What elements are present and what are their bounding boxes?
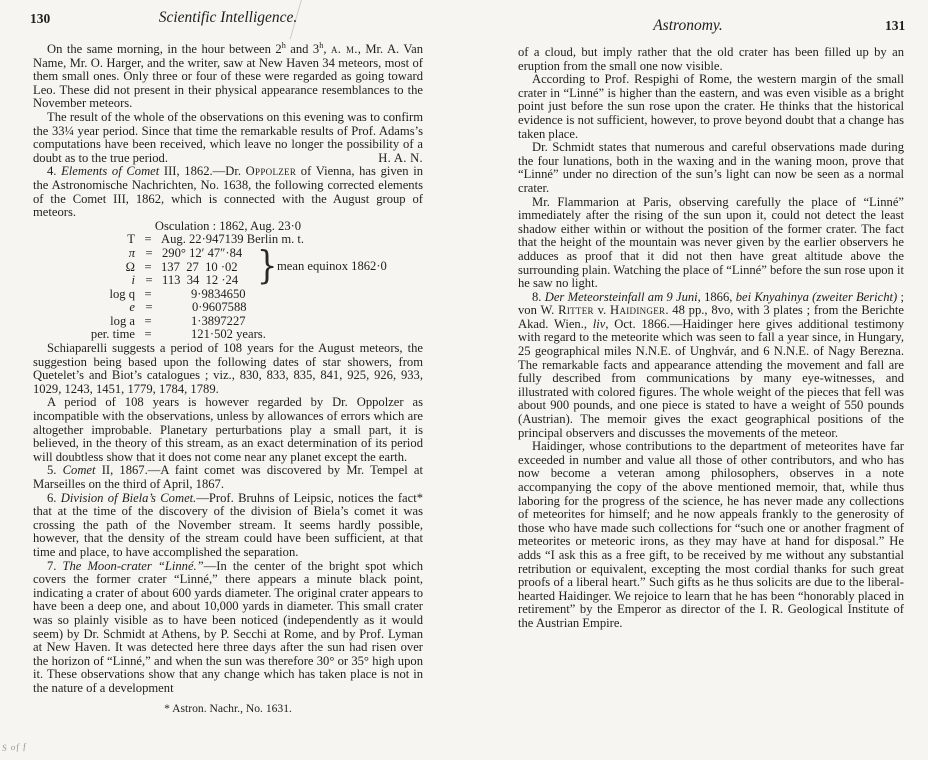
styled-text-segment: Haidinger [610, 303, 666, 318]
styled-text-segment: Comet [62, 463, 96, 478]
text-segment: —Prof. Bruhns of Leipsic, notices the fact* that at the time of the discovery of the division of Biela’s comet it was crossing the path of the November stream. It seems hardly possible, however, that the density of the stream could have been sufficient, at that time and place, to have accomplished the separation. [33, 490, 424, 559]
paragraph [33, 560, 423, 696]
paragraph [518, 196, 904, 291]
styled-text-segment: Elements of Comet [61, 164, 160, 179]
elements-row [69, 301, 439, 315]
element-value: 290° 12′ 47″·84 [162, 245, 243, 260]
paragraph [518, 141, 904, 195]
element-label: Ω [125, 259, 135, 274]
text-segment: of Vienna, has given in the Astronomische Nachrichten, No. 1638, the following corrected elements of the Comet III, 1862, which is connected with the August group of meteors. [33, 164, 424, 220]
elements-row [69, 328, 439, 342]
styled-text-segment: bei Knyahinya (zweiter Bericht) [735, 289, 898, 304]
text-segment: . 48 pp., 8vo, with 3 plates ; from the Berichte Akad. Wien., [518, 303, 904, 331]
right-page-number: 131 [885, 18, 906, 33]
paragraph [33, 40, 424, 111]
text-segment: 5. [47, 463, 63, 478]
styled-text-segment: Ritter [558, 303, 594, 318]
left-page-number: 130 [30, 11, 51, 26]
equals-sign: = [144, 286, 152, 301]
element-label: log a [110, 313, 135, 328]
paragraph [518, 73, 904, 141]
equals-sign: = [144, 259, 152, 274]
text-segment: 8. [532, 289, 545, 304]
text-segment: , [323, 42, 331, 56]
equals-sign: = [144, 232, 152, 247]
paragraph [518, 291, 904, 441]
styled-text-segment: The Moon-crater “Linné.” [62, 558, 204, 573]
left-column [33, 40, 424, 715]
text-segment: Haidinger, whose contributions to the department of meteorites have far exceeded in number and value all those of other contributors, and who has now become a veteran among philosophers, observes in a note accompanying the copy of the above mentioned memoir, that, while thus laboring for the progress of the science, he has never made any collections of meteorites for himself; and he now appeals frankly to the generosity of those who have made such collections for “such one or another fragment of meteorites or meteoric irons, as they may have at hand for disposal.” He adds “I ask this as a free gift, to be received by me without any substantial retribution or equivalent, excepting the most cordial thanks for such great proofs of a liberal heart.” Such gifts as he thus solicits are due to the liberal-hearted Haidinger. We rejoice to learn that he has been “honorably placed in retirement” by the Emperor as director of the I. R. Geological Institute of the Austrian Empire. [518, 439, 904, 630]
element-value: 121·502 years. [191, 327, 266, 342]
text-segment: Dr. Schmidt states that numerous and careful observations made during the four lunations, both in the waxing and in the waning moon, prove that “Linné” under no direction of the sun’s light can now be seen as a normal crater. [518, 140, 904, 195]
styled-text-segment: a. m. [330, 42, 358, 56]
styled-text-segment: Der Meteorsteinfall am 9 Juni [544, 289, 698, 304]
text-segment: 6. [47, 490, 61, 505]
element-value: 1·3897227 [191, 313, 246, 328]
osculation-line: Osculation : 1862, Aug. 23·0 [154, 218, 302, 233]
element-label: i [131, 273, 135, 288]
element-label: per. time [90, 327, 135, 342]
paragraph [33, 342, 423, 396]
text-segment: III, 1862.—Dr. [159, 164, 246, 179]
text-segment: —In the center of the bright spot which covers the former crater “Linné,” there appears a minute black point, indicating a crater of about 600 yards diameter. The original crater appears to have been a deep one, and about 10,000 yards in diameter. This small crater was so plainly visible as to have been noticed (independently as it would seem) by Dr. Schmidt at Athens, by P. Secchi at Rome, and by Prof. Lyman at New Haven. It was detected here three days after the sun had risen over the horizon of “Linné,” and when the sun was therefore 30° or 35° high upon it. These observations show that any change which has taken place is not in the nature of a development [33, 558, 423, 695]
text-segment: According to Prof. Respighi of Rome, the western margin of the small crater in “Linné” is higher than the eastern, and was even visible as a bright point just before the sun rose upon the crater. He thinks that the historical evidence is not sufficient, however, to prove beyond doubt that a change has taken place. [518, 72, 904, 141]
paragraph [518, 440, 904, 630]
element-label: log q [109, 286, 135, 301]
footnote: * Astron. Nachr., No. 1631. [164, 701, 292, 715]
styled-text-segment: h [281, 40, 286, 50]
elements-row [69, 288, 439, 302]
left-text-lower [33, 342, 423, 695]
paragraph [33, 396, 423, 464]
elements-row [69, 233, 439, 247]
equals-sign: = [145, 300, 153, 315]
styled-text-segment: Division of Biela’s Comet. [60, 490, 197, 505]
text-segment: Mr. Flammarion at Paris, observing carefully the place of “Linné” immediately after the rising of the sun upon it, could not detect the least shadow either within or without the position of the former crater. The fact that the height of the mountain was never given by the earlier observers he adduces as proof that it did not then have great altitude above the surrounding plain. Watching the place of “Linné” before the sun rose upon it he saw no light. [518, 194, 904, 291]
text-segment: , Oct. 1866.—Haidinger here gives additional testimony with regard to the meteorite which was seen to fall a year since, in Hungary, 25 geographical miles N.N.E. of Unghvár, and 6 N.N.E. of Nagy Berezna. The remarkable facts and appearance attending the movement and fall are fully described from communications by many eye-witnesses, and illustrated with colored figures. The whole weight of the pieces that fell was about 900 pounds, and one piece is stated to have a weight of 550 pounds (Austrian). The memoir gives the exact geographical positions of the principal observers and discusses the movements of the meteor. [518, 316, 905, 440]
element-value: 113 34 12 ·24 [162, 273, 239, 288]
styled-text-segment: liv [592, 316, 606, 331]
elements-table [69, 233, 439, 342]
element-value: 137 27 10 ·02 [161, 259, 238, 274]
text-segment: The result of the whole of the observations on this evening was to confirm the 33¼ year period. Since that time the remarkable results of Prof. Adams’s computations have been received, which leave no longer the possibility of a doubt as to the true period. [33, 109, 423, 165]
left-running-head: Scientific Intelligence. [158, 9, 298, 26]
elements-rows [69, 233, 439, 342]
equals-sign: = [145, 273, 153, 288]
equals-sign: = [144, 313, 152, 328]
text-segment: and 3 [285, 42, 320, 56]
pencil-margin-note: S of f [1, 741, 27, 753]
text-segment: A period of 108 years is however regarded by Dr. Oppolzer as incompatible with the observations, unless by allowances of errors which are altogether improbable. Planetary perturbations play a small part, it is believed, in the theory of this stream, as an exact determination of its period will doubtless show that it does not come near any planet except the earth. [33, 395, 423, 464]
styled-text-segment: H. A. N. [378, 150, 423, 165]
paragraph [518, 46, 904, 73]
right-running-head: Astronomy. [653, 17, 723, 34]
element-label: T [127, 232, 135, 247]
element-label: e [129, 300, 135, 315]
elements-row [69, 274, 439, 288]
equals-sign: = [144, 327, 152, 342]
text-segment: 7. [47, 558, 63, 573]
element-value: 9·9834650 [191, 286, 246, 301]
text-segment: ; von W. [518, 289, 905, 318]
element-value: Aug. 22·947139 Berlin m. t. [161, 232, 305, 247]
text-segment: II, 1867.—A faint comet was discovered by Mr. Tempel at Marseilles on the third of April, 1867. [33, 463, 424, 491]
text-segment: of a cloud, but imply rather that the old crater has been filled up by an eruption from the small one now visible. [518, 45, 904, 73]
text-segment: On the same morning, in the hour between 2 [47, 42, 282, 56]
text-segment: v. [593, 303, 611, 318]
text-segment: , 1866, [697, 289, 736, 304]
left-text-upper [33, 40, 424, 220]
text-segment: , Mr. A. Van Name, Mr. O. Harger, and the writer, saw at New Haven 34 meteors, most of them small ones. Only three or four of these were regarded as going toward Leo. These did not present in their physical appearance resemblances to the November meteors. [33, 42, 424, 111]
paragraph [33, 464, 423, 491]
styled-text-segment: h [319, 40, 324, 50]
brace-label: mean equinox 1862·0 [277, 259, 387, 274]
element-label: π [128, 245, 135, 260]
text-segment: 4. [47, 164, 62, 179]
paragraph [33, 111, 423, 165]
styled-text-segment: Oppolzer [245, 164, 297, 179]
text-segment: Schiaparelli suggests a period of 108 years for the August meteors, the suggestion being based upon the following dates of star showers, from Quetelet’s and Biot’s catalogues ; viz., 830, 833, 835, 841, 925, 926, 933, 1029, 1243, 1451, 1779, 1784, 1789. [33, 341, 423, 396]
element-value: 0·9607588 [192, 300, 247, 315]
paragraph [33, 165, 423, 219]
equals-sign: = [145, 245, 153, 260]
paragraph [33, 492, 423, 560]
right-text [518, 46, 904, 631]
right-column [518, 46, 904, 631]
elements-row [69, 315, 439, 329]
brace-glyph: } [256, 243, 278, 288]
